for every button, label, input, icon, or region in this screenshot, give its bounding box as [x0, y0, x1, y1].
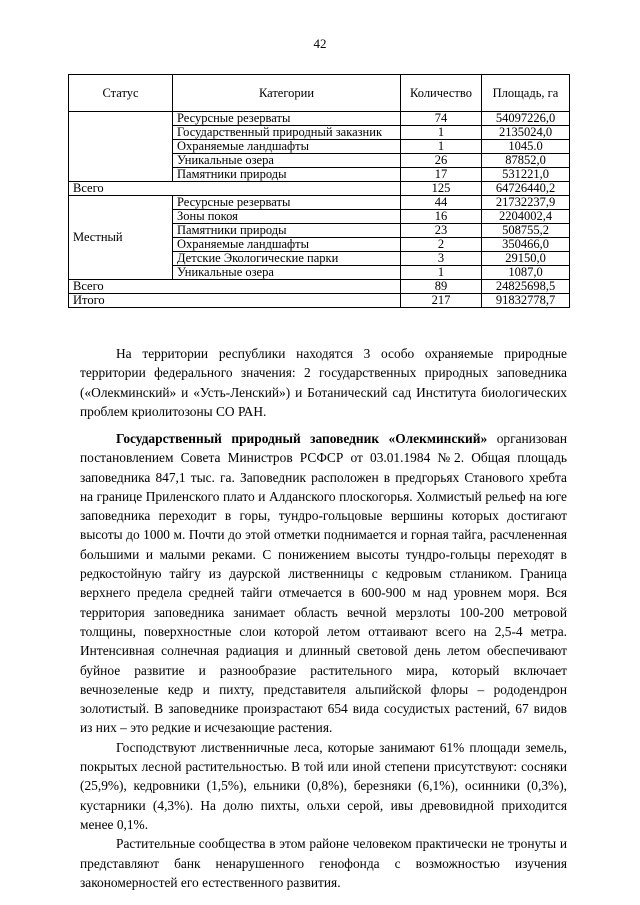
header-count: Количество: [401, 75, 482, 112]
paragraph-olekminsky: [80, 429, 567, 892]
count-cell: 1: [401, 266, 482, 280]
category-cell: Уникальные озера: [173, 266, 401, 280]
count-cell: 26: [401, 154, 482, 168]
area-cell: 531221,0: [482, 168, 570, 182]
table-header-row: [69, 75, 570, 112]
total-area: 64726440,2: [482, 182, 570, 196]
header-category: Категории: [173, 75, 401, 112]
category-cell: Памятники природы: [173, 224, 401, 238]
category-cell: Детские Экологические парки: [173, 252, 401, 266]
grand-total-label: Итого: [69, 294, 401, 308]
table-total-row: [69, 182, 570, 196]
category-cell: Зоны покоя: [173, 210, 401, 224]
page-number: 42: [313, 36, 327, 51]
paragraph-federal-territories: [80, 344, 567, 421]
paragraph-text: На территории республики находятся 3 особо охраняемые природные территории федерального значения: 2 государственных природных заповедника («Олекминский» и «Усть-Ленский») и Ботанический сад Института биологических проблем криолитозоны СО РАН.: [80, 346, 567, 419]
status-cell: [69, 112, 173, 182]
area-cell: 87852,0: [482, 154, 570, 168]
area-cell: 350466,0: [482, 238, 570, 252]
area-cell: 1045.0: [482, 140, 570, 154]
table-grand-total-row: [69, 294, 570, 308]
count-cell: 1: [401, 140, 482, 154]
count-cell: 23: [401, 224, 482, 238]
total-count: 89: [401, 280, 482, 294]
total-label: Всего: [69, 182, 401, 196]
table-row: [69, 196, 570, 210]
count-cell: 17: [401, 168, 482, 182]
table-row: [69, 112, 570, 126]
area-cell: 2204002,4: [482, 210, 570, 224]
category-cell: Охраняемые ландшафты: [173, 140, 401, 154]
area-cell: 54097226,0: [482, 112, 570, 126]
category-cell: Уникальные озера: [173, 154, 401, 168]
grand-total-area: 91832778,7: [482, 294, 570, 308]
category-cell: Памятники природы: [173, 168, 401, 182]
count-cell: 1: [401, 126, 482, 140]
count-cell: 16: [401, 210, 482, 224]
count-cell: 3: [401, 252, 482, 266]
category-cell: Ресурсные резерваты: [173, 112, 401, 126]
category-cell: Государственный природный заказник: [173, 126, 401, 140]
paragraph-forests: Господствуют лиственничные леса, которые занимают 61% площади земель, покрытых лесной растительностью. В той или иной степени присутствуют: сосняки (25,9%), кедровники (1,5%), ельники (0,8%), березняки (6,1%), осинники (0,3%), кустарники (4,3%). На долю пихты, ольхи серой, ивы древовидной приходится менее 0,1%.: [80, 739, 567, 832]
header-status: Статус: [69, 75, 173, 112]
area-cell: 29150,0: [482, 252, 570, 266]
header-area: Площадь, га: [482, 75, 570, 112]
count-cell: 74: [401, 112, 482, 126]
paragraph-communities: Растительные сообщества в этом районе человеком практически не тронуты и представляют банк ненарушенного генофонда с возможностью изучения закономерностей его естественного развития.: [80, 836, 567, 890]
category-cell: Ресурсные резерваты: [173, 196, 401, 210]
grand-total-count: 217: [401, 294, 482, 308]
reserve-name: Государственный природный заповедник «Олекминский»: [116, 431, 488, 446]
protected-areas-table: [68, 74, 570, 308]
paragraph-text: [80, 429, 567, 738]
area-cell: 508755,2: [482, 224, 570, 238]
count-cell: 44: [401, 196, 482, 210]
area-cell: 2135024,0: [482, 126, 570, 140]
area-cell: 21732237,9: [482, 196, 570, 210]
total-label: Всего: [69, 280, 401, 294]
total-area: 24825698,5: [482, 280, 570, 294]
area-cell: 1087,0: [482, 266, 570, 280]
total-count: 125: [401, 182, 482, 196]
count-cell: 2: [401, 238, 482, 252]
status-cell: Местный: [69, 196, 173, 280]
category-cell: Охраняемые ландшафты: [173, 238, 401, 252]
table-total-row: [69, 280, 570, 294]
paragraph-body: организован постановлением Совета Министров РСФСР от 03.01.1984 №2. Общая площадь заповедника 847,1 тыс. га. Заповедник расположен в предгорьях Станового хребта на границе Приленского плато и Алданского плоскогорья. Холмистый рельеф на юге заповедника переходит в горы, тундро-гольцовые вершины которых достигают высоты до 1000 м. Почти до этой отметки поднимается и горная тайга, расчлененная большими и малыми реками. С понижением высоты тундро-гольцы переходят в редкостойную тайгу из даурской лиственницы с кедровым стлаником. Граница верхнего предела средней тайги отмечается в 600-900 м над уровнем моря. Вся территория заповедника занимает область вечной мерзлоты 100-200 метровой толщины, поверхностные слои которой летом оттаивают всего на 2,5-4 метра. Интенсивная солнечная радиация и длинный световой день летом обеспечивают буйное развитие и разнообразие растительного мира, который включает вечнозеленые кедр и пихту, представителя альпийской флоры – рододендрон золотистый. В заповеднике произрастают 654 вида сосудистых растений, 67 видов из них – это редкие и исчезающие растения.: [80, 431, 568, 736]
